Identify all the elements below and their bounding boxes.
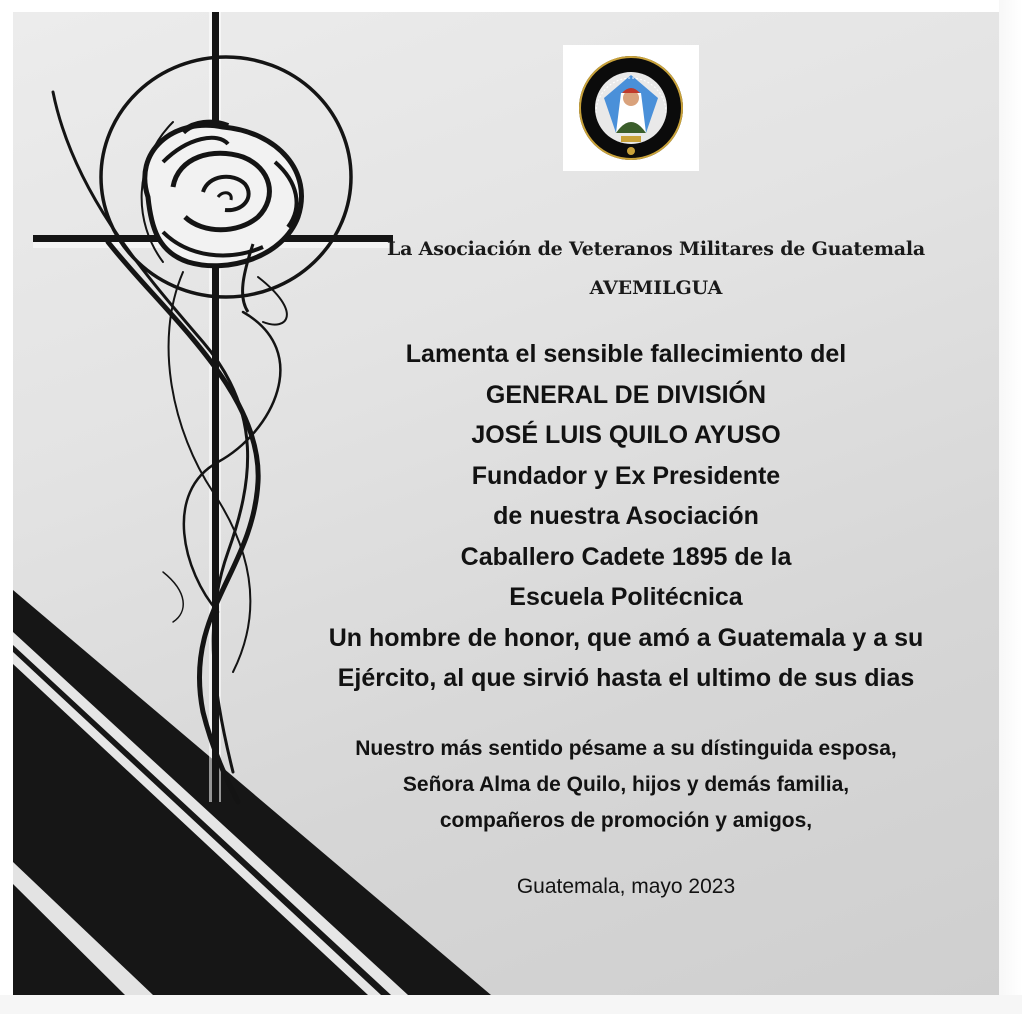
tribute-text: [253, 334, 999, 699]
tribute-line: Escuela Politécnica: [509, 583, 743, 611]
tribute-line: Un hombre de honor, que amó a Guatemala y a su: [328, 623, 924, 652]
place-date: Guatemala, mayo 2023: [516, 875, 736, 898]
tribute-line: Fundador y Ex Presidente: [471, 461, 781, 490]
organization-name: La Asociación de Veteranos Militares de Guatemala: [387, 238, 925, 260]
condolence-line: Nuestro más sentido pésame a su dístinguida esposa,: [355, 737, 897, 760]
tribute-line: Ejército, al que sirvió hasta el ultimo de sus dias: [337, 664, 915, 692]
tribute-line: GENERAL DE DIVISIÓN: [485, 380, 767, 409]
tribute-line: JOSÉ LUIS QUILO AYUSO: [471, 421, 781, 449]
tribute-line: de nuestra Asociación: [493, 502, 759, 530]
tribute-line: Lamenta el sensible fallecimiento del: [405, 340, 847, 368]
condolence-card: [13, 12, 999, 995]
association-logo: [563, 45, 699, 171]
condolence-line: Señora Alma de Quilo, hijos y demás familia,: [402, 773, 850, 796]
condolences-text: [253, 731, 999, 839]
emblem-icon: [576, 53, 686, 163]
image-border-right: [999, 0, 1022, 1014]
tribute-line: Caballero Cadete 1895 de la: [460, 542, 792, 571]
organization-acronym: AVEMILGUA: [589, 277, 723, 299]
image-border-bottom: [0, 995, 1022, 1014]
condolence-line: compañeros de promoción y amigos,: [439, 809, 813, 832]
